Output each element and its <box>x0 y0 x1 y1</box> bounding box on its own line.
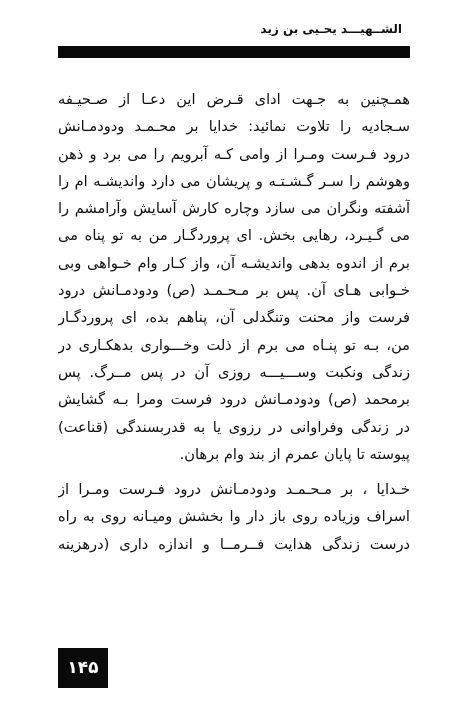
body-text <box>58 86 410 558</box>
text-line: برم از اندوه بدهی واندیشـه آن، واز کـار وام خـواهی وبی <box>58 254 410 272</box>
text-line: پیوسته تا پایان عمرم از بند وام برهان. <box>179 445 410 463</box>
running-header <box>58 20 410 60</box>
text-line: خـوابی هـای آن. پس بر مـحـمـد (ص) ودودمـانش درود <box>58 282 410 300</box>
text-line: اسراف وزیاده روی باز دار وا بخشش ومیـانه روی به راه <box>58 508 410 526</box>
text-line: من، بـه تو پنـاه می برم از ذلت وخـــواری بدهکـاری در <box>58 336 410 354</box>
running-header-title: الشــهيـــد يحـيى بن زيد <box>260 22 402 36</box>
text-line: همـچنین به جـهت ادای قـرض این دعـا از صـحیـفه <box>58 91 410 108</box>
text-line: فرست واز محنت وتنگدلی آن، پناهم بده، ای پروردگـار <box>58 309 410 327</box>
text-line: می گـیـرد، رهایی بخش. ای پروردگـار من به تو پناه می <box>58 227 410 245</box>
text-line: درود فـرست ومـرا از وامی کـه آبرویم را می برد و ذهن <box>58 145 410 163</box>
text-line: آشفته ونگران می سازد وچاره کارش آسایش وآرامشم را <box>58 200 410 218</box>
text-line: خـدایا ، بر مـحـمـد ودودمـانش درود فـرست ومـرا از <box>58 481 410 499</box>
text-line: برمحمد (ص) ودودمـانش درود فرست ومرا بـه گشایش <box>58 391 410 409</box>
paragraph-2 <box>58 476 410 558</box>
text-line: در زندگی وفراوانی در رزوی یا به قدربسندگی (قناعت) <box>58 418 410 436</box>
header-rule <box>58 46 410 58</box>
text-line: وهوشم را سـر گـشـتـه و پریشان می دارد واندیشـه ام را <box>58 172 410 190</box>
text-line: درست زندگی هدایت فــرمــا و اندازه داری (درهزینه <box>58 535 410 553</box>
text-line: زندگی ونکبت وســـیـــه روزی آن در پس مــرگ. پس <box>58 363 410 381</box>
text-line: سـجادیه را تلاوت نمائید: خدایا بر محـمـد ودودمـانش <box>58 118 410 136</box>
page-number: ۱۴۵ <box>58 648 108 688</box>
paragraph-1 <box>58 86 410 468</box>
